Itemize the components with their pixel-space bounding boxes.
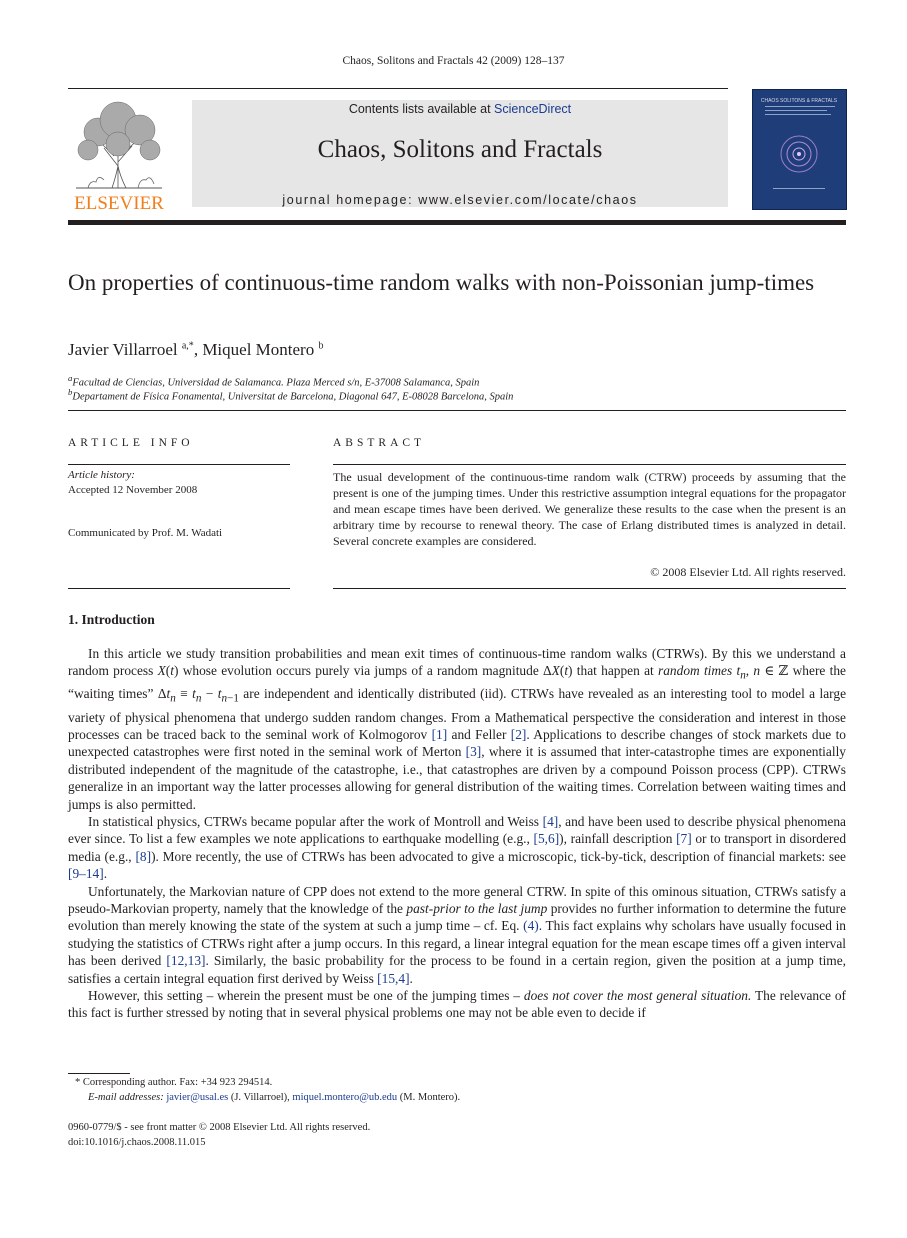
citation-link[interactable]: [7]: [676, 831, 692, 847]
author-affiliation-mark[interactable]: b: [318, 340, 324, 352]
article-title: On properties of continuous-time random walks with non-Poissonian jump-times: [68, 270, 815, 295]
author-separator: ,: [193, 340, 203, 359]
body-text: [68, 645, 846, 1022]
affiliation: [68, 387, 513, 403]
paragraph: In this article we study transition probabilities and mean exit times of continuous-time random walks (CTRWs). By this we understand a random process X(t) whose evolution occurs purely via jumps of a random magnitude ΔX(t) that happen at random times $t_n$, n ∈ ℤ where the “waiting times” $\Delta t_n \equiv t_n - t_{n-1}$ are independent and identically distributed (iid). CTRWs have revealed as an interesting tool to model a large variety of physical phenomena that undergo sudden random changes. From a Mathematical perspective the consideration and interest in those processes can be traced back to the seminal work of Kolmogorov [1] and Feller [2]. Applications to describe changes of stock markets due to unexpected catastrophes were first noted in the seminal work of Merton [3], where it is assumed that inter-catastrophe times are exponentially distributed independent of the magnitude of the catastrophe, i.e., that catastrophes are driven by a compound Poisson process (CPP). CTRWs generalize in an important way the latter processes allowing for general distribution of the waiting times. Correlation between waiting times and jumps is also permitted.: [68, 646, 847, 812]
citation-link[interactable]: [15,4]: [377, 970, 410, 986]
abstract-copyright: © 2008 Elsevier Ltd. All rights reserved.: [650, 565, 846, 579]
author-name[interactable]: Javier Villarroel: [68, 340, 178, 359]
author-name[interactable]: Miquel Montero: [202, 340, 315, 359]
divider: [333, 464, 846, 465]
affiliation-mark: a: [68, 373, 73, 383]
journal-citation: Chaos, Solitons and Fractals 42 (2009) 128–137: [342, 55, 565, 67]
affiliation-mark: b: [68, 387, 73, 397]
cover-title: CHAOS SOLITONS & FRACTALS: [760, 98, 838, 104]
email-footnote: [88, 1092, 460, 1103]
elsevier-logo[interactable]: [68, 96, 170, 212]
divider: [68, 588, 290, 589]
equation-link[interactable]: (4): [523, 918, 539, 934]
abstract-text: The usual development of the continuous-time random walk (CTRW) proceeds by assuming that the present is one of the jumping times. Under this restrictive assumption integral equations for the propagator and mean escape times have been derived. We generalize these results to the case when the present is an arbitrary time by recourse to renewal theory. The case of Erlang distributed times is analyzed in detail. Several concrete examples are considered.: [333, 470, 846, 548]
doi-link[interactable]: doi:10.1016/j.chaos.2008.11.015: [68, 1137, 206, 1148]
paragraph: However, this setting – wherein the present must be one of the jumping times – does not cover the most general situation. The relevance of this fact is further stressed by noting that in several physical problems one may not be able even to decide if: [68, 988, 847, 1021]
footnote-rule: [68, 1073, 130, 1074]
header-rule-thick: [68, 220, 846, 225]
article-info-heading: ARTICLE INFO: [68, 437, 194, 449]
author-list: [68, 340, 323, 360]
corresponding-author-note: * Corresponding author. Fax: +34 923 294514.: [75, 1077, 273, 1088]
publisher-name: ELSEVIER: [74, 193, 164, 212]
email-link[interactable]: javier@usal.es: [166, 1092, 229, 1103]
divider: [333, 588, 846, 589]
citation-link[interactable]: [1]: [431, 726, 448, 742]
abstract-heading: ABSTRACT: [333, 437, 426, 449]
contents-prefix: Contents lists available at: [348, 102, 495, 116]
citation-link[interactable]: [12,13]: [166, 953, 206, 969]
article-history-label: Article history:: [68, 469, 135, 481]
contents-line: [192, 102, 728, 116]
affiliation-text: Departament de Física Fonamental, Universitat de Barcelona, Diagonal 647, E-08028 Barcelona, Spain: [72, 391, 514, 403]
journal-title: Chaos, Solitons and Fractals: [317, 136, 603, 163]
email-label: E-mail addresses:: [88, 1092, 167, 1103]
paragraph: Unfortunately, the Markovian nature of CPP does not extend to the more general CTRW. In spite of this ominous situation, CTRWs satisfy a pseudo-Markovian property, namely that the knowledge of the past-prior to the last jump provides no further information to determine the future evolution than merely knowing the state of the system at such a jump time – cf. Eq. (4). This fact explains why scholars have usually focused in studying the statistics of CTRWs right after a jump occurs. In this regard, a linear integral equation for the mean escape times off a given interval has been derived [12,13]. Similarly, the basic probability for the process to be found in a certain region, given the position at a jump time, satisfies a certain integral equation first derived by Weiss [15,4].: [68, 883, 847, 986]
sciencedirect-link[interactable]: ScienceDirect: [494, 102, 572, 116]
communicated-by: Communicated by Prof. M. Wadati: [68, 527, 223, 539]
email-owner: (J. Villarroel),: [228, 1092, 293, 1103]
journal-masthead: [192, 100, 728, 207]
issn-line: 0960-0779/$ - see front matter © 2008 Elsevier Ltd. All rights reserved.: [68, 1122, 371, 1133]
email-link[interactable]: miquel.montero@ub.edu: [292, 1092, 398, 1103]
citation-link[interactable]: [4]: [542, 814, 559, 829]
citation-link[interactable]: [3]: [465, 744, 482, 760]
author-affiliation-mark[interactable]: a,*: [181, 340, 194, 352]
citation-link[interactable]: [8]: [135, 848, 152, 864]
journal-cover-image[interactable]: [752, 89, 847, 210]
divider: [68, 464, 290, 465]
section-heading: 1. Introduction: [68, 612, 155, 627]
citation-link[interactable]: [5,6]: [533, 831, 560, 847]
accepted-date: Accepted 12 November 2008: [68, 484, 198, 496]
cover-art-icon: [753, 90, 846, 209]
citation-link[interactable]: [9–14]: [68, 866, 104, 882]
paragraph: In statistical physics, CTRWs became popular after the work of Montroll and Weiss [4], and have been used to describe physical phenomena ever since. To list a few examples we note applications to earthquake modelling (e.g., [5,6]), rainfall description [7] or to transport in disordered media (e.g., [8]). More recently, the use of CTRWs has been advocated to give a microscopic, tick-by-tick, description of financial markets: see [9–14].: [68, 814, 847, 882]
tree-icon: [68, 96, 170, 212]
affiliation-text: Facultad de Ciencias, Universidad de Salamanca. Plaza Merced s/n, E-37008 Salamanca, Spain: [72, 377, 480, 389]
journal-homepage[interactable]: journal homepage: www.elsevier.com/locate/chaos: [282, 193, 638, 207]
email-owner: (M. Montero).: [397, 1092, 461, 1103]
divider: [68, 410, 846, 411]
citation-link[interactable]: [2]: [510, 726, 527, 742]
header-rule: [68, 88, 728, 89]
